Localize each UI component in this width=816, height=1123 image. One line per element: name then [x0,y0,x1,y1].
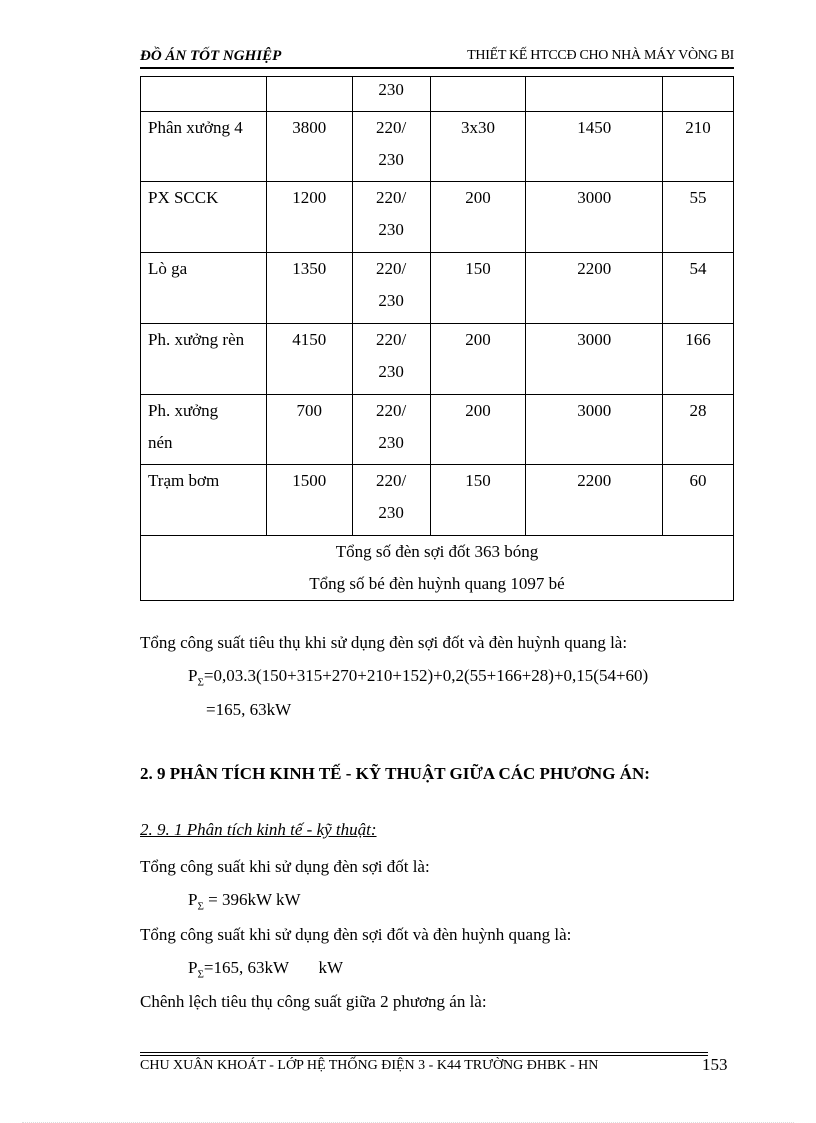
subsection-heading: 2. 9. 1 Phân tích kinh tế - kỹ thuật: [140,820,377,839]
formula-expression: =0,03.3(150+315+270+210+152)+0,2(55+166+28)+0,15(54+60) [203,666,649,685]
table-cell: 1500 [266,465,352,536]
total-line: Tổng số đèn sợi đốt 363 bóng [335,542,539,561]
table-cell: PX SCCK [141,182,267,253]
paragraph: Tổng công suất khi sử dụng đèn sợi đốt và đèn huỳnh quang là: [140,925,572,944]
table-cell [352,253,430,324]
table-cell: 28 [663,395,734,465]
formula-expression: =165, 63kW kW [203,958,343,977]
table-cell [663,77,734,112]
footer-rule [140,1055,708,1056]
table-cell: 3x30 [430,112,526,182]
header-right: THIẾT KẾ HTCCĐ CHO NHÀ MÁY VÒNG BI [467,48,734,63]
table-row [141,77,734,112]
table-cell [352,182,430,253]
table-cell: 700 [266,395,352,465]
table-total-row [141,536,734,601]
cell-line: 230 [378,503,404,522]
table-cell: 2200 [526,253,663,324]
paragraph: Tổng công suất khi sử dụng đèn sợi đốt là: [140,857,430,876]
table-cell [141,395,267,465]
table-cell: 3000 [526,395,663,465]
cell-line: 220/ [375,471,407,490]
table-cell: 210 [663,112,734,182]
table-row [141,253,734,324]
footer-rule [140,1052,708,1053]
table-cell: 3800 [266,112,352,182]
cell-line: 220/ [375,118,407,137]
page-footer: CHU XUÂN KHOÁT - LỚP HỆ THỐNG ĐIỆN 3 - K44 TRƯỜNG ĐHBK - HN [140,1058,599,1073]
formula [188,958,343,980]
table-cell: 2200 [526,465,663,536]
formula [188,666,648,688]
section-heading: 2. 9 PHÂN TÍCH KINH TẾ - KỸ THUẬT GIỮA CÁC PHƯƠNG ÁN: [140,764,650,783]
table-cell [352,465,430,536]
header-rule [140,67,734,69]
formula-symbol: P [188,958,198,977]
table-cell: 230 [352,77,430,112]
table-cell: 166 [663,324,734,395]
table-cell: 60 [663,465,734,536]
table-cell [526,77,663,112]
lighting-table [140,76,734,601]
table-cell [266,77,352,112]
cell-line: 230 [378,220,404,239]
formula [188,890,301,912]
table-cell: 200 [430,182,526,253]
table-cell [352,324,430,395]
table-cell: Ph. xưởng rèn [141,324,267,395]
header-left: ĐỒ ÁN TỐT NGHIỆP [140,48,282,64]
table-cell: Lò ga [141,253,267,324]
table-cell [352,395,430,465]
table-cell: 4150 [266,324,352,395]
table-cell: 3000 [526,182,663,253]
table-cell: 3000 [526,324,663,395]
table-row [141,324,734,395]
table-cell: Trạm bơm [141,465,267,536]
cell-line: Ph. xưởng [148,401,219,420]
table-cell: 200 [430,395,526,465]
cell-line: 230 [378,433,404,452]
formula-symbol: P [188,890,198,909]
cell-line: nén [148,433,173,452]
table-row [141,112,734,182]
table-row [141,465,734,536]
table-row [141,182,734,253]
paragraph: Tổng công suất tiêu thụ khi sử dụng đèn sợi đốt và đèn huỳnh quang là: [140,633,628,652]
total-line: Tổng số bé đèn huỳnh quang 1097 bé [309,574,565,593]
paragraph: Chênh lệch tiêu thụ công suất giữa 2 phương án là: [140,992,487,1011]
formula-result: =165, 63kW [206,700,292,719]
table-cell: 1450 [526,112,663,182]
cell-line: 220/ [375,188,407,207]
cell-line: 230 [378,291,404,310]
table-cell: 1200 [266,182,352,253]
table-cell: 1350 [266,253,352,324]
table-cell: 55 [663,182,734,253]
page-header [140,46,734,68]
formula-expression: = 396kW kW [203,890,301,909]
formula-subscript: Σ [197,968,204,981]
cell-line: 220/ [375,330,407,349]
table-cell: 150 [430,465,526,536]
table-cell [430,77,526,112]
cell-line: 230 [378,150,404,169]
formula-symbol: P [188,666,198,685]
table-total-cell [141,536,734,601]
table-cell [141,77,267,112]
formula-subscript: Σ [197,900,204,913]
formula-subscript: Σ [197,676,204,689]
table-cell: 200 [430,324,526,395]
cell-line: 230 [378,362,404,381]
table-cell: Phân xưởng 4 [141,112,267,182]
table-row [141,395,734,465]
cell-line: 220/ [375,259,407,278]
cell-line: 220/ [375,401,407,420]
table-cell: 150 [430,253,526,324]
table-cell: 54 [663,253,734,324]
table-cell [352,112,430,182]
page-number: 153 [702,1055,728,1074]
